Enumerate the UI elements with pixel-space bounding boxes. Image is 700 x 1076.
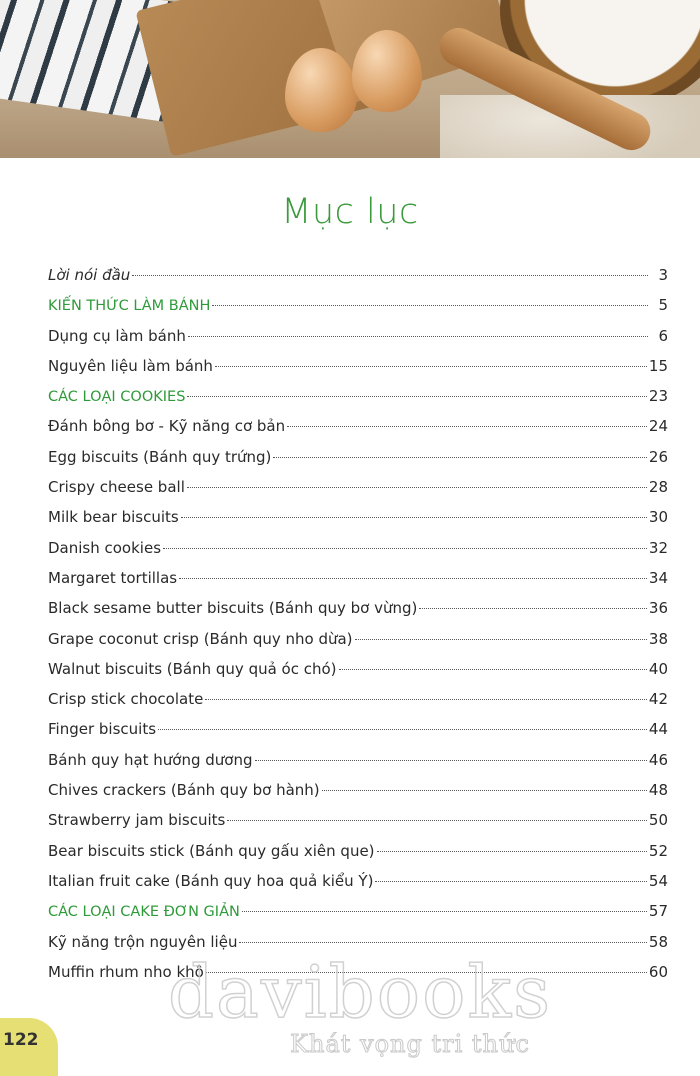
toc-section-entry[interactable] (48, 387, 668, 417)
toc-entry[interactable] (48, 478, 668, 508)
toc-entry[interactable] (48, 751, 668, 781)
toc-entry[interactable] (48, 660, 668, 690)
toc-entry-title: Margaret tortillas (48, 568, 178, 587)
dot-leader (163, 548, 647, 549)
toc-page-number: 60 (648, 962, 668, 981)
toc-entry[interactable] (48, 599, 668, 629)
toc-page-number: 34 (648, 568, 668, 587)
toc-entry-title: Crispy cheese ball (48, 478, 185, 497)
toc-entry-title: Kỹ năng trộn nguyên liệu (48, 932, 238, 951)
page-number-badge (0, 1018, 58, 1076)
watermark-tagline: Khát vọng tri thức (290, 1030, 530, 1058)
dot-leader (179, 578, 647, 579)
toc-page-number: 38 (648, 629, 668, 648)
toc-page-number: 48 (648, 781, 668, 800)
header-photo (0, 0, 700, 158)
toc-entry-title: Chives crackers (Bánh quy bơ hành) (48, 781, 320, 800)
dot-leader (132, 275, 648, 276)
toc-page-number: 36 (648, 599, 668, 618)
dot-leader (227, 820, 647, 821)
dot-leader (355, 639, 647, 640)
toc-page-number: 52 (648, 841, 668, 860)
toc-page-number: 57 (648, 902, 668, 921)
dot-leader (377, 851, 647, 852)
toc-entry-title: Muffin rhum nho khô (48, 962, 204, 981)
toc-page-number: 3 (658, 266, 668, 284)
toc-page-number: 28 (648, 478, 668, 497)
toc-section-entry[interactable] (48, 296, 668, 326)
dot-leader (287, 426, 647, 427)
table-of-contents (48, 266, 668, 993)
toc-entry[interactable] (48, 811, 668, 841)
toc-page-number: 15 (648, 356, 668, 375)
dot-leader (255, 760, 647, 761)
dot-leader (158, 729, 647, 730)
dot-leader (215, 366, 647, 367)
toc-entry-title: KIẾN THỨC LÀM BÁNH (48, 298, 211, 315)
toc-entry[interactable] (48, 357, 668, 387)
dot-leader (205, 699, 647, 700)
toc-entry[interactable] (48, 842, 668, 872)
toc-entry[interactable] (48, 569, 668, 599)
dot-leader (419, 608, 647, 609)
dot-leader (273, 457, 647, 458)
toc-entry[interactable] (48, 690, 668, 720)
dot-leader (187, 487, 647, 488)
toc-page-number: 26 (648, 447, 668, 466)
toc-page-number: 50 (648, 811, 668, 830)
toc-entry-title: Crisp stick chocolate (48, 690, 204, 709)
toc-entry-title: Bear biscuits stick (Bánh quy gấu xiên que) (48, 841, 375, 860)
toc-entry[interactable] (48, 539, 668, 569)
toc-page-number: 30 (648, 508, 668, 527)
page-title: Mục lục (281, 192, 419, 232)
dot-leader (181, 517, 647, 518)
toc-page-number: 24 (648, 417, 668, 436)
toc-entry-title: CÁC LOẠI CAKE ĐƠN GIẢN (48, 904, 240, 921)
toc-entry-title: Lời nói đầu (48, 266, 131, 284)
page-number: 122 (3, 1030, 39, 1050)
toc-page-number: 32 (648, 538, 668, 557)
toc-entry-title: Đánh bông bơ - Kỹ năng cơ bản (48, 417, 286, 436)
toc-entry-title: Finger biscuits (48, 720, 157, 739)
toc-entry-title: Italian fruit cake (Bánh quy hoa quả kiểu Ý) (48, 871, 374, 890)
dot-leader (188, 336, 648, 337)
toc-entry[interactable] (48, 781, 668, 811)
toc-entry-title: Walnut biscuits (Bánh quy quả óc chó) (48, 659, 337, 678)
toc-page-number: 42 (648, 690, 668, 709)
toc-entry-title: Milk bear biscuits (48, 508, 179, 527)
toc-entry[interactable] (48, 266, 668, 296)
toc-entry-title: Strawberry jam biscuits (48, 811, 226, 830)
dot-leader (322, 790, 647, 791)
dot-leader (242, 911, 647, 912)
toc-page-number: 6 (658, 326, 668, 345)
toc-page-number: 46 (648, 750, 668, 769)
toc-entry-title: Bánh quy hạt hướng dương (48, 750, 253, 769)
toc-entry-title: Egg biscuits (Bánh quy trứng) (48, 447, 272, 466)
toc-entry[interactable] (48, 417, 668, 447)
toc-section-entry[interactable] (48, 902, 668, 932)
watermark-brand: davibooks (167, 950, 553, 1034)
toc-entry-title: Grape coconut crisp (Bánh quy nho dừa) (48, 629, 353, 648)
toc-page-number: 44 (648, 720, 668, 739)
toc-entry-title: CÁC LOẠI COOKIES (48, 389, 186, 406)
toc-page-number: 58 (648, 932, 668, 951)
toc-entry[interactable] (48, 327, 668, 357)
dot-leader (212, 305, 648, 306)
toc-page-number: 23 (648, 387, 668, 406)
toc-entry[interactable] (48, 508, 668, 538)
dot-leader (339, 669, 647, 670)
toc-entry-title: Danish cookies (48, 538, 162, 557)
dot-leader (187, 396, 647, 397)
toc-entry[interactable] (48, 872, 668, 902)
toc-entry-title: Black sesame butter biscuits (Bánh quy bơ vừng) (48, 599, 418, 618)
toc-entry-title: Dụng cụ làm bánh (48, 326, 186, 345)
dot-leader (375, 881, 646, 882)
dot-leader (239, 942, 646, 943)
toc-page-number: 5 (658, 296, 668, 315)
toc-page-number: 54 (648, 871, 668, 890)
toc-entry-title: Nguyên liệu làm bánh (48, 356, 213, 375)
toc-entry[interactable] (48, 720, 668, 750)
toc-entry[interactable] (48, 448, 668, 478)
toc-entry[interactable] (48, 630, 668, 660)
toc-page-number: 40 (648, 659, 668, 678)
